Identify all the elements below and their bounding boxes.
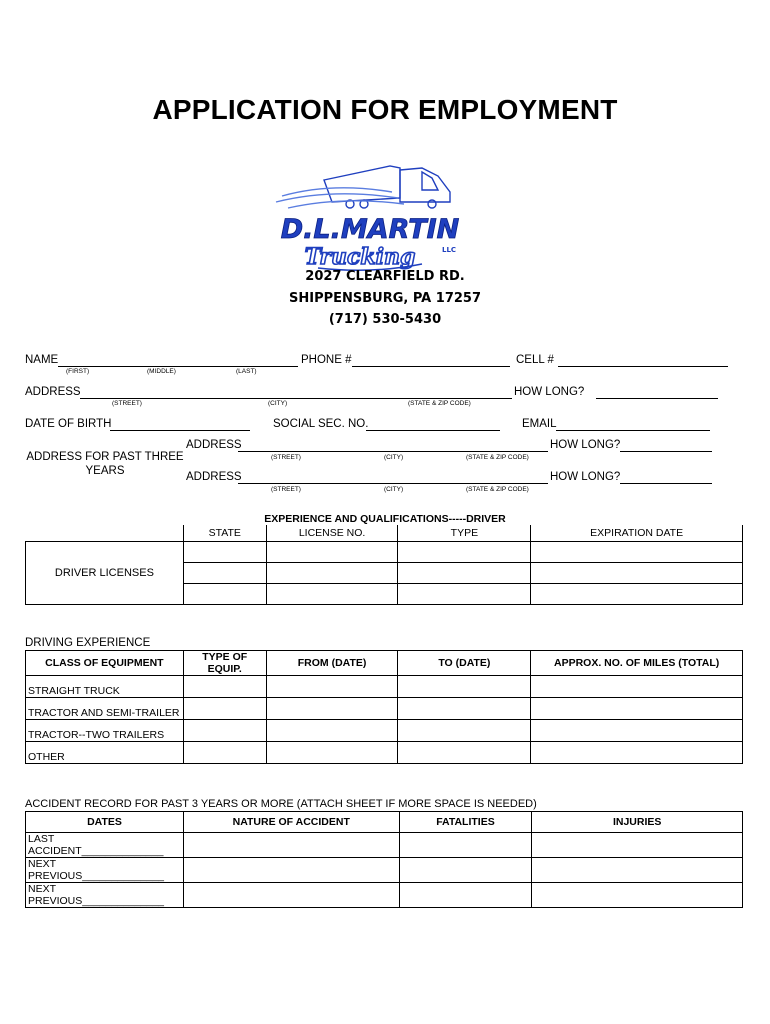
driving-experience-title: DRIVING EXPERIENCE xyxy=(25,637,151,649)
row-label-next-previous: NEXT PREVIOUS______________ xyxy=(26,858,184,883)
cell-label: CELL # xyxy=(516,354,554,366)
driving-experience-table xyxy=(25,650,743,764)
license-cell[interactable] xyxy=(398,541,531,562)
type-header: TYPE xyxy=(398,525,531,541)
svg-text:D.L.MARTIN: D.L.MARTIN xyxy=(280,214,460,245)
driver-license-table xyxy=(25,525,743,605)
name-label: NAME xyxy=(25,354,59,366)
license-cell[interactable] xyxy=(183,583,266,604)
to-date-header: TO (DATE) xyxy=(398,651,531,676)
address-label: ADDRESS xyxy=(25,386,81,398)
past-address-1-field[interactable] xyxy=(238,451,548,452)
how-long-label: HOW LONG? xyxy=(514,386,585,398)
company-logo xyxy=(272,158,468,274)
driving-cell[interactable] xyxy=(266,698,398,720)
driving-cell[interactable] xyxy=(183,676,266,698)
email-field[interactable] xyxy=(556,430,710,431)
past-address-label: ADDRESS FOR PAST THREE YEARS xyxy=(26,451,184,477)
city-sublabel: (CITY) xyxy=(268,400,288,407)
past-address-1-how-long-label: HOW LONG? xyxy=(550,439,621,451)
accident-cell[interactable] xyxy=(399,858,532,883)
driving-cell[interactable] xyxy=(531,742,743,764)
driving-cell[interactable] xyxy=(531,698,743,720)
accident-cell[interactable] xyxy=(532,858,743,883)
accident-cell[interactable] xyxy=(532,833,743,858)
svg-text:LLC: LLC xyxy=(442,246,457,254)
accident-cell[interactable] xyxy=(183,833,399,858)
miles-header: APPROX. NO. OF MILES (TOTAL) xyxy=(531,651,743,676)
street-sublabel: (STREET) xyxy=(271,454,301,461)
accident-record-table xyxy=(25,811,743,908)
accident-record-title: ACCIDENT RECORD FOR PAST 3 YEARS OR MORE (ATTACH SHEET IF MORE SPACE IS NEEDED) xyxy=(25,798,537,810)
past-address-2-label: ADDRESS xyxy=(186,471,242,483)
license-cell[interactable] xyxy=(266,562,398,583)
past-address-2-field[interactable] xyxy=(238,483,548,484)
license-cell[interactable] xyxy=(266,583,398,604)
past-address-1-label: ADDRESS xyxy=(186,439,242,451)
driving-cell[interactable] xyxy=(398,676,531,698)
row-label-other: OTHER xyxy=(26,742,184,764)
fatalities-header: FATALITIES xyxy=(399,812,532,833)
driving-cell[interactable] xyxy=(398,698,531,720)
row-label-tractor-semi: TRACTOR AND SEMI-TRAILER xyxy=(26,698,184,720)
accident-cell[interactable] xyxy=(532,883,743,908)
dates-header: DATES xyxy=(26,812,184,833)
driving-cell[interactable] xyxy=(266,742,398,764)
last-sublabel: (LAST) xyxy=(236,368,257,375)
past-address-2-how-long-field[interactable] xyxy=(620,483,712,484)
nature-of-accident-header: NATURE OF ACCIDENT xyxy=(183,812,399,833)
past-address-2-how-long-label: HOW LONG? xyxy=(550,471,621,483)
ssn-label: SOCIAL SEC. NO. xyxy=(273,418,369,430)
email-label: EMAIL xyxy=(522,418,557,430)
accident-cell[interactable] xyxy=(183,883,399,908)
page-title: APPLICATION FOR EMPLOYMENT xyxy=(152,94,618,125)
driving-cell[interactable] xyxy=(266,676,398,698)
driving-cell[interactable] xyxy=(266,720,398,742)
cell-field[interactable] xyxy=(558,366,728,367)
row-label-next-previous: NEXT PREVIOUS______________ xyxy=(26,883,184,908)
injuries-header: INJURIES xyxy=(532,812,743,833)
state-zip-sublabel: (STATE & ZIP CODE) xyxy=(466,454,529,461)
state-header: STATE xyxy=(183,525,266,541)
driving-cell[interactable] xyxy=(183,698,266,720)
driving-cell[interactable] xyxy=(398,720,531,742)
company-address-line1: 2027 CLEARFIELD RD. xyxy=(305,269,465,284)
license-cell[interactable] xyxy=(531,583,743,604)
license-cell[interactable] xyxy=(183,562,266,583)
driving-cell[interactable] xyxy=(183,720,266,742)
license-cell[interactable] xyxy=(398,583,531,604)
license-cell[interactable] xyxy=(266,541,398,562)
driver-licenses-label: DRIVER LICENSES xyxy=(26,541,184,604)
accident-cell[interactable] xyxy=(399,833,532,858)
company-phone: (717) 530-5430 xyxy=(328,312,442,327)
dob-field[interactable] xyxy=(110,430,250,431)
driving-cell[interactable] xyxy=(398,742,531,764)
phone-label: PHONE # xyxy=(301,354,352,366)
how-long-field[interactable] xyxy=(596,398,718,399)
license-cell[interactable] xyxy=(183,541,266,562)
experience-title: EXPERIENCE AND QUALIFICATIONS-----DRIVER xyxy=(264,513,506,525)
ssn-field[interactable] xyxy=(366,430,500,431)
license-cell[interactable] xyxy=(398,562,531,583)
accident-cell[interactable] xyxy=(183,858,399,883)
class-of-equipment-header: CLASS OF EQUIPMENT xyxy=(26,651,184,676)
dob-label: DATE OF BIRTH xyxy=(25,418,112,430)
truck-icon xyxy=(276,166,450,208)
city-sublabel: (CITY) xyxy=(384,486,404,493)
row-label-tractor-two-trailers: TRACTOR--TWO TRAILERS xyxy=(26,720,184,742)
company-address-line2: SHIPPENSBURG, PA 17257 xyxy=(288,291,482,306)
state-zip-sublabel: (STATE & ZIP CODE) xyxy=(466,486,529,493)
city-sublabel: (CITY) xyxy=(384,454,404,461)
accident-cell[interactable] xyxy=(399,883,532,908)
row-label-last-accident: LAST ACCIDENT______________ xyxy=(26,833,184,858)
type-of-equip-header: TYPE OF EQUIP. xyxy=(183,651,266,676)
license-no-header: LICENSE NO. xyxy=(266,525,398,541)
phone-field[interactable] xyxy=(352,366,510,367)
from-date-header: FROM (DATE) xyxy=(266,651,398,676)
street-sublabel: (STREET) xyxy=(112,400,142,407)
row-label-straight-truck: STRAIGHT TRUCK xyxy=(26,676,184,698)
table-corner xyxy=(26,525,184,541)
state-zip-sublabel: (STATE & ZIP CODE) xyxy=(408,400,471,407)
driving-cell[interactable] xyxy=(531,676,743,698)
license-cell[interactable] xyxy=(531,562,743,583)
driving-cell[interactable] xyxy=(183,742,266,764)
driving-cell[interactable] xyxy=(531,720,743,742)
license-cell[interactable] xyxy=(531,541,743,562)
address-field[interactable] xyxy=(80,398,512,399)
expiration-date-header: EXPIRATION DATE xyxy=(531,525,743,541)
past-address-1-how-long-field[interactable] xyxy=(620,451,712,452)
middle-sublabel: (MIDDLE) xyxy=(147,368,176,375)
first-sublabel: (FIRST) xyxy=(66,368,90,375)
svg-text:Trucking: Trucking xyxy=(304,244,416,270)
name-field[interactable] xyxy=(58,366,298,367)
street-sublabel: (STREET) xyxy=(271,486,301,493)
